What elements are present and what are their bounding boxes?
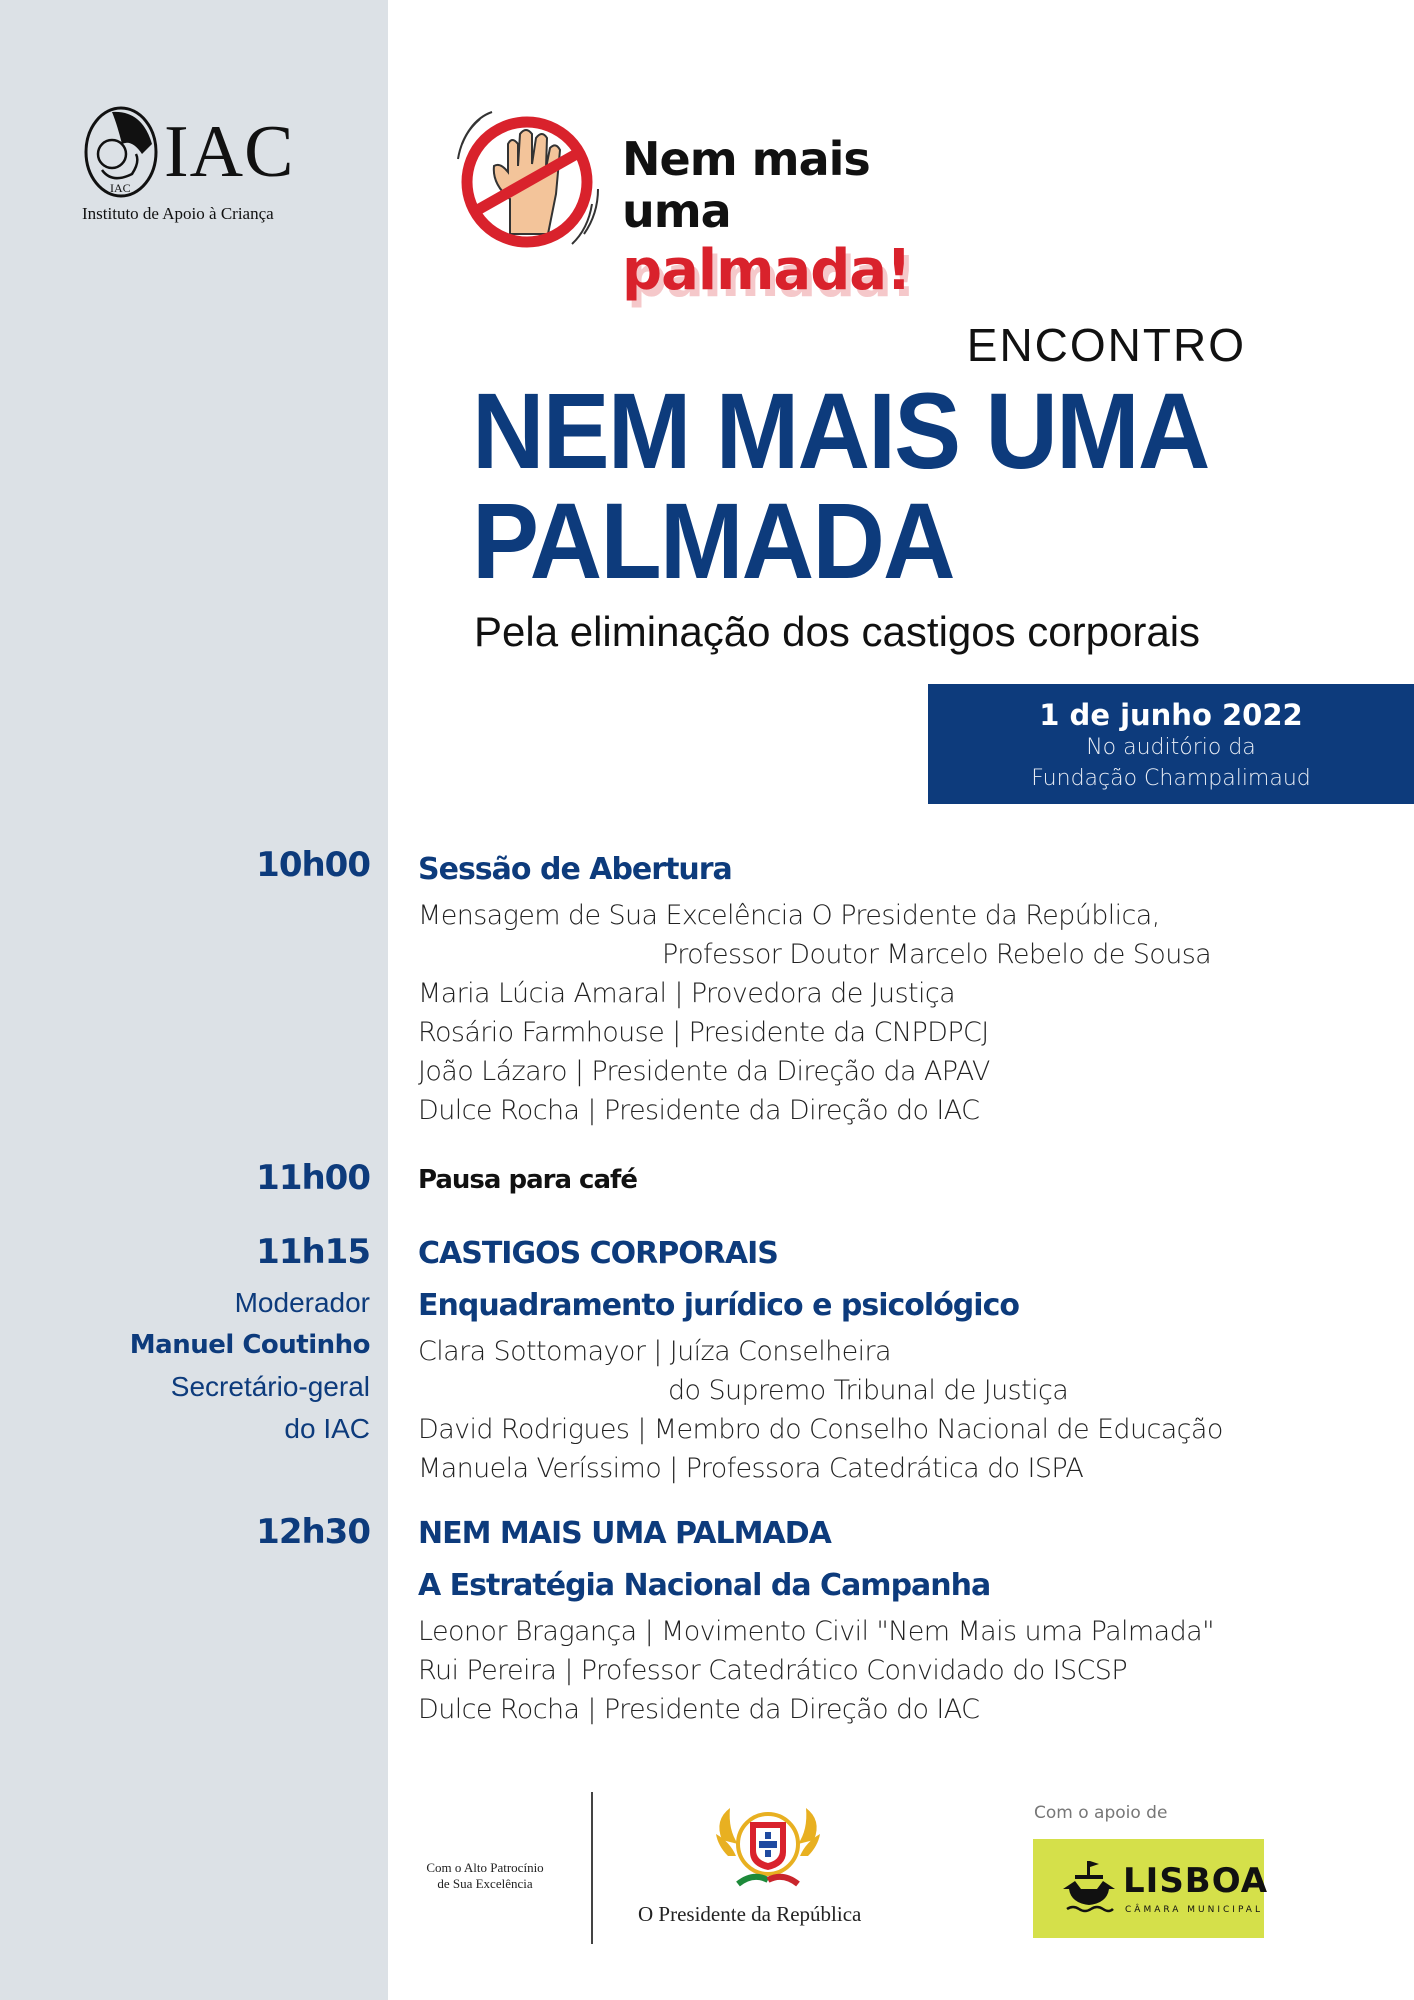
event-kicker: ENCONTRO: [966, 319, 1246, 371]
iac-logo: [82, 104, 322, 224]
speaker-line: João Lázaro | Presidente da Direção da APAV: [418, 1056, 990, 1087]
campaign-text-highlight: palmada!: [622, 238, 911, 303]
left-sidebar-band: [0, 0, 388, 2000]
lisboa-wordmark: LISBOA: [1123, 1861, 1269, 1901]
patronage-line1: Com o Alto Patrocínio: [426, 1860, 544, 1875]
campaign-text-line2: [622, 184, 972, 303]
speaker-line: Rui Pereira | Professor Catedrático Convidado do ISCSP: [418, 1655, 1128, 1686]
president-label: O Presidente da República: [638, 1902, 862, 1926]
child-emblem-icon: [82, 104, 160, 200]
speaker-line: Mensagem de Sua Excelência O Presidente da República,: [418, 900, 1160, 931]
portugal-coat-of-arms-icon: [708, 1800, 828, 1900]
time-12h30: 12h30: [256, 1512, 370, 1552]
session-subheading: Enquadramento jurídico e psicológico: [418, 1288, 1019, 1323]
moderator-label: Moderador: [234, 1287, 370, 1318]
venue-line1: No auditório da: [1086, 735, 1256, 760]
time-11h00: 11h00: [256, 1158, 370, 1198]
speaker-line: David Rodrigues | Membro do Conselho Nacional de Educação: [418, 1414, 1223, 1445]
session-heading: Sessão de Abertura: [418, 852, 732, 887]
session-corporal-punishment: [418, 1228, 1338, 1488]
speaker-line: Leonor Bragança | Movimento Civil "Nem Mais uma Palmada": [418, 1616, 1214, 1647]
svg-text:IAC: IAC: [110, 181, 131, 195]
speaker-line: Dulce Rocha | Presidente da Direção do IAC: [418, 1095, 980, 1126]
patronage-text: [400, 1860, 570, 1892]
event-date: 1 de junho 2022: [1039, 698, 1303, 732]
lisbon-ship-icon: [1061, 1859, 1117, 1917]
session-heading: NEM MAIS UMA PALMADA: [418, 1516, 831, 1551]
moderator-role-line1: Secretário-geral: [170, 1371, 370, 1402]
session-heading: CASTIGOS CORPORAIS: [418, 1236, 778, 1271]
session-heading: Pausa para café: [418, 1165, 637, 1195]
time-10h00: 10h00: [256, 845, 370, 885]
event-title: [472, 370, 1216, 601]
iac-letters: IAC: [164, 111, 295, 193]
date-venue-box: [928, 684, 1414, 804]
campaign-text-line1: Nem mais: [622, 132, 870, 186]
patronage-line2: de Sua Excelência: [437, 1876, 533, 1891]
session-subheading: A Estratégia Nacional da Campanha: [418, 1568, 991, 1603]
moderator-block: [130, 1282, 370, 1450]
footer-divider: [591, 1792, 593, 1944]
session-national-strategy: [418, 1508, 1338, 1729]
campaign-text-prefix: uma: [622, 184, 731, 238]
speaker-line: Maria Lúcia Amaral | Provedora de Justiça: [418, 978, 956, 1009]
speaker-line: Dulce Rocha | Presidente da Direção do IAC: [418, 1694, 980, 1725]
event-title-line2: PALMADA: [472, 480, 954, 601]
speaker-line: Clara Sottomayor | Juíza Conselheira: [418, 1336, 891, 1367]
moderator-role-line2: do IAC: [284, 1413, 370, 1444]
event-title-line1: NEM MAIS UMA: [472, 370, 1209, 491]
lisboa-logo: [1033, 1839, 1269, 1938]
venue-line2: Fundação Champalimaud: [1031, 766, 1311, 791]
support-label: Com o apoio de: [1034, 1803, 1168, 1823]
moderator-name: Manuel Coutinho: [129, 1330, 370, 1360]
session-opening: [418, 844, 1338, 1130]
campaign-logo: [452, 98, 972, 303]
no-hand-icon: [452, 104, 602, 254]
event-subtitle: Pela eliminação dos castigos corporais: [474, 608, 1201, 655]
speaker-line: Manuela Veríssimo | Professora Catedrática do ISPA: [418, 1453, 1084, 1484]
session-coffee-break: [418, 1154, 1338, 1206]
speaker-line: do Supremo Tribunal de Justiça: [668, 1375, 1069, 1406]
lisboa-subtitle: CÂMARA MUNICIPAL: [1125, 1905, 1263, 1915]
speaker-line: Professor Doutor Marcelo Rebelo de Sousa: [662, 939, 1212, 970]
iac-subtitle: Instituto de Apoio à Criança: [82, 204, 274, 223]
speaker-line: Rosário Farmhouse | Presidente da CNPDPCJ: [418, 1017, 989, 1048]
time-11h15: 11h15: [256, 1232, 370, 1272]
